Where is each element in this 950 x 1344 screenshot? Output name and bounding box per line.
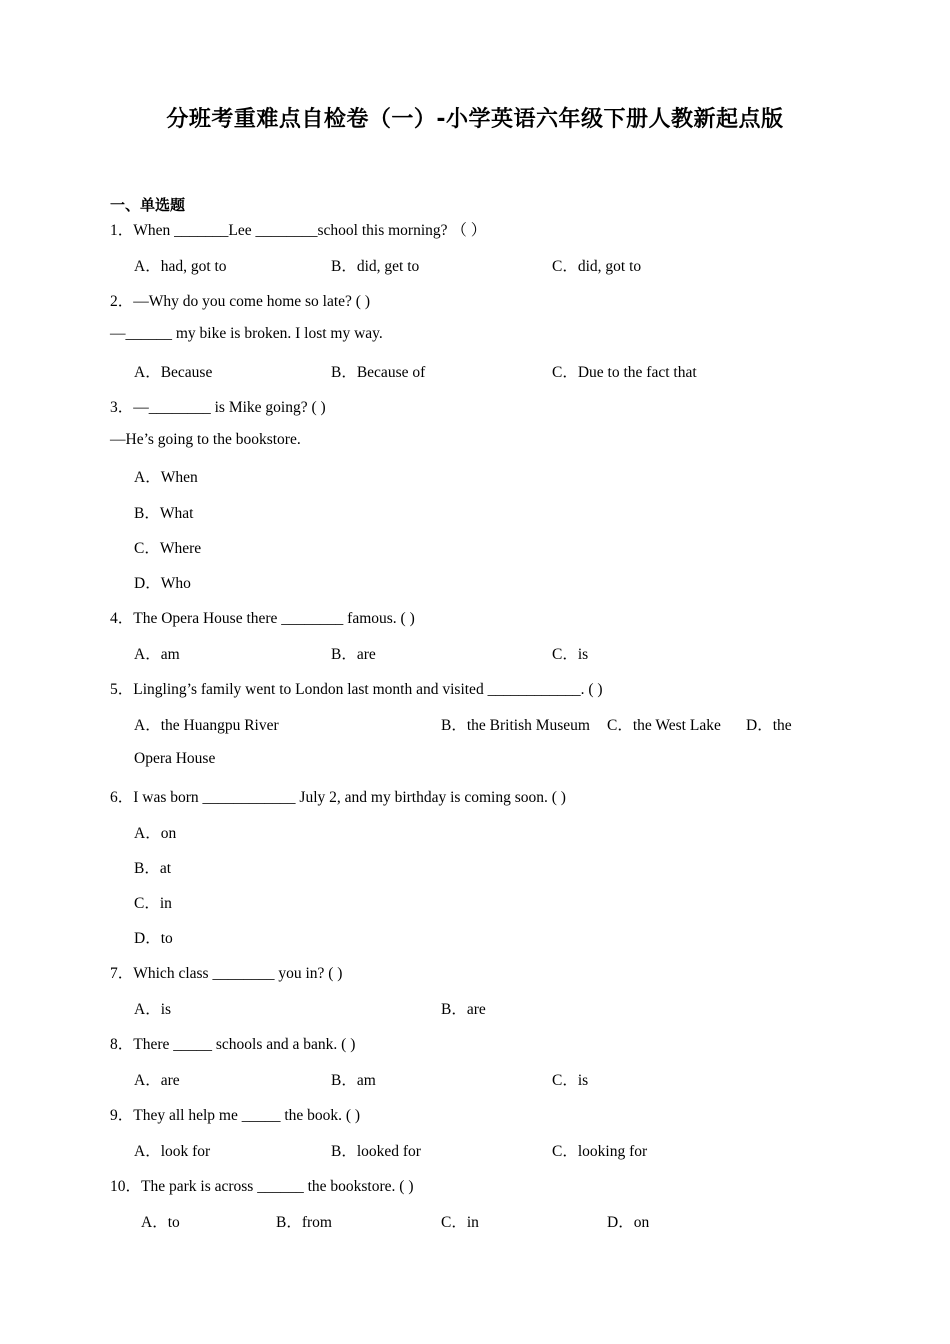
- q3-option-d[interactable]: D．Who: [134, 575, 191, 592]
- q6-option-d[interactable]: D．to: [134, 930, 173, 947]
- q2-option-a[interactable]: A．Because: [134, 364, 213, 381]
- q10-option-a[interactable]: A．to: [141, 1214, 180, 1231]
- section-heading: 一、单选题: [110, 196, 186, 214]
- question-7-stem: 7．Which class ________ you in? ( ): [110, 965, 343, 982]
- q4-option-c[interactable]: C．is: [552, 646, 589, 663]
- q8-option-c[interactable]: C．is: [552, 1072, 589, 1089]
- q7-option-a[interactable]: A．is: [134, 1001, 172, 1018]
- q3-option-a[interactable]: A．When: [134, 469, 198, 486]
- q4-option-a[interactable]: A．am: [134, 646, 180, 663]
- q6-option-a[interactable]: A．on: [134, 825, 177, 842]
- question-2-line2: —______ my bike is broken. I lost my way.: [110, 325, 383, 342]
- question-1-stem: 1．When _______Lee ________school this morning? （ ）: [110, 222, 487, 239]
- question-2-stem: 2．—Why do you come home so late? ( ): [110, 293, 370, 310]
- q5-option-c[interactable]: C．the West Lake: [607, 717, 721, 734]
- question-6-stem: 6．I was born ____________ July 2, and my birthday is coming soon. ( ): [110, 789, 566, 806]
- q9-option-a[interactable]: A．look for: [134, 1143, 211, 1160]
- question-3-stem: 3．—________ is Mike going? ( ): [110, 399, 326, 416]
- q5-option-a[interactable]: A．the Huangpu River: [134, 717, 279, 734]
- q7-option-b[interactable]: B．are: [441, 1001, 486, 1018]
- q1-option-c[interactable]: C．did, got to: [552, 258, 642, 275]
- q6-option-b[interactable]: B．at: [134, 860, 172, 877]
- q5-option-d[interactable]: D．the: [746, 717, 792, 734]
- q5-option-b[interactable]: B．the British Museum: [441, 717, 590, 734]
- q10-option-c[interactable]: C．in: [441, 1214, 479, 1231]
- q9-option-c[interactable]: C．looking for: [552, 1143, 648, 1160]
- q5-option-d-wrap: Opera House: [134, 750, 216, 767]
- q1-option-b[interactable]: B．did, get to: [331, 258, 420, 275]
- q2-option-c[interactable]: C．Due to the fact that: [552, 364, 697, 381]
- question-10-stem: 10．The park is across ______ the bookstore. ( ): [110, 1178, 414, 1195]
- q3-option-b[interactable]: B．What: [134, 505, 194, 522]
- q10-option-b[interactable]: B．from: [276, 1214, 332, 1231]
- q10-option-d[interactable]: D．on: [607, 1214, 650, 1231]
- q9-option-b[interactable]: B．looked for: [331, 1143, 421, 1160]
- q6-option-c[interactable]: C．in: [134, 895, 172, 912]
- q4-option-b[interactable]: B．are: [331, 646, 376, 663]
- question-9-stem: 9．They all help me _____ the book. ( ): [110, 1107, 361, 1124]
- question-8-stem: 8．There _____ schools and a bank. ( ): [110, 1036, 356, 1053]
- question-4-stem: 4．The Opera House there ________ famous. ( ): [110, 610, 415, 627]
- question-5-stem: 5．Lingling’s family went to London last month and visited ____________. ( ): [110, 681, 603, 698]
- q8-option-b[interactable]: B．am: [331, 1072, 376, 1089]
- document-title: 分班考重难点自检卷（一）-小学英语六年级下册人教新起点版: [166, 107, 784, 132]
- q1-option-a[interactable]: A．had, got to: [134, 258, 227, 275]
- q8-option-a[interactable]: A．are: [134, 1072, 180, 1089]
- q2-option-b[interactable]: B．Because of: [331, 364, 426, 381]
- q3-option-c[interactable]: C．Where: [134, 540, 202, 557]
- question-3-line2: —He’s going to the bookstore.: [110, 431, 301, 448]
